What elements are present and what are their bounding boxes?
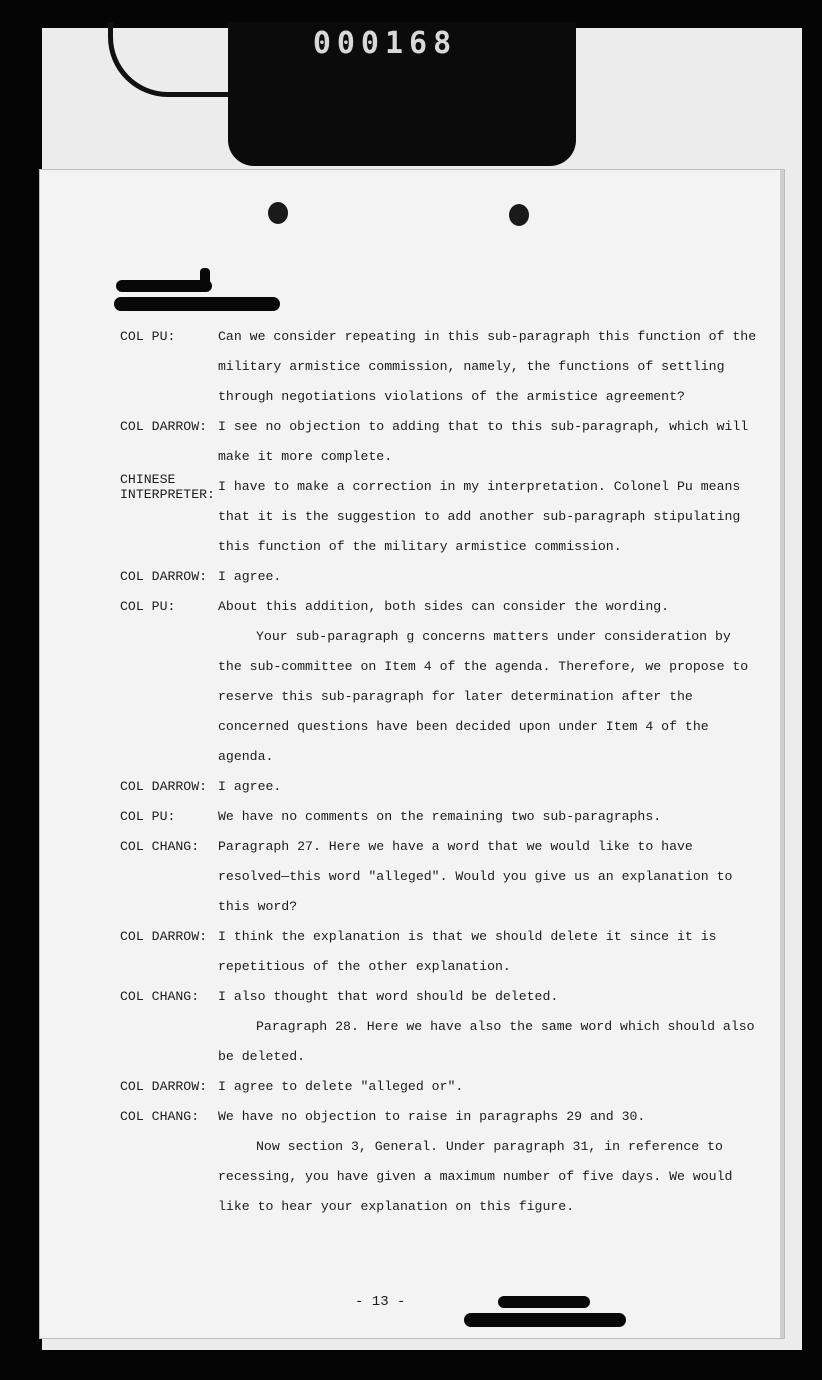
redaction-mark-bottom-lower	[464, 1313, 626, 1327]
speech-text	[218, 832, 760, 922]
speech-text	[218, 322, 760, 412]
speech-paragraph: Now section 3, General. Under paragraph 31, in reference to recessing, you have given a maximum number of five days. We would like to hear your explanation on this figure.	[218, 1139, 733, 1214]
speech-text	[218, 562, 760, 592]
speech-text	[218, 922, 760, 982]
redaction-mark-top-upper	[116, 280, 212, 292]
transcript-entry	[120, 982, 760, 1072]
transcript-entry	[120, 772, 760, 802]
speaker-label: COL DARROW:	[120, 929, 208, 944]
speaker-label: COL CHANG:	[120, 1109, 200, 1124]
speech-text	[218, 802, 760, 832]
speech-text	[218, 412, 760, 472]
page-number: - 13 -	[355, 1294, 406, 1310]
transcript-entry	[120, 592, 760, 772]
speech-text	[218, 772, 760, 802]
transcript-entry	[120, 322, 760, 412]
redaction-mark-top-lower	[114, 297, 280, 311]
punch-hole-left	[268, 202, 288, 224]
transcript-entry	[120, 922, 760, 982]
speaker-label: COL PU:	[120, 809, 176, 824]
transcript-entry	[120, 562, 760, 592]
speech-text	[218, 1072, 760, 1102]
transcript-entry	[120, 1072, 760, 1102]
speech-paragraph: I agree.	[218, 779, 282, 794]
speaker-label: CHINESE INTERPRETER:	[120, 472, 215, 502]
speech-text	[218, 1102, 760, 1222]
speech-paragraph: About this addition, both sides can consider the wording.	[218, 599, 670, 614]
speaker-label: COL DARROW:	[120, 569, 208, 584]
speech-paragraph: I think the explanation is that we should delete it since it is repetitious of the other explanation.	[218, 929, 717, 974]
speech-paragraph: We have no objection to raise in paragraphs 29 and 30.	[218, 1109, 646, 1124]
speaker-label: COL DARROW:	[120, 779, 208, 794]
speech-paragraph: Your sub-paragraph g concerns matters under consideration by the sub-committee on Item 4 of the agenda. Therefore, we propose to reserve this sub-paragraph for later determination after the concerned questions have been decided upon under Item 4 of the agenda.	[218, 629, 749, 764]
speech-paragraph: I have to make a correction in my interpretation. Colonel Pu means that it is the suggestion to add another sub-paragraph stipulating this function of the military armistice commission.	[218, 479, 741, 554]
speaker-label: COL DARROW:	[120, 419, 208, 434]
speech-text	[218, 592, 760, 772]
speaker-label: COL CHANG:	[120, 989, 200, 1004]
speech-paragraph: I agree.	[218, 569, 282, 584]
speaker-label: COL DARROW:	[120, 1079, 208, 1094]
speaker-label: COL CHANG:	[120, 839, 200, 854]
redaction-mark-top-hook	[200, 268, 210, 290]
speaker-label: COL PU:	[120, 599, 176, 614]
redaction-mark-bottom-upper	[498, 1296, 590, 1308]
transcript-entry	[120, 802, 760, 832]
punch-hole-right	[509, 204, 529, 226]
transcript-entry	[120, 412, 760, 472]
speech-paragraph: We have no comments on the remaining two sub-paragraphs.	[218, 809, 662, 824]
transcript-entry	[120, 472, 760, 562]
speech-paragraph: I also thought that word should be deleted.	[218, 989, 559, 1004]
speech-paragraph: Paragraph 28. Here we have also the same word which should also be deleted.	[218, 1019, 755, 1064]
document-page	[40, 170, 784, 1338]
speech-paragraph: I see no objection to adding that to this sub-paragraph, which will make it more complete.	[218, 419, 749, 464]
speech-paragraph: I agree to delete "alleged or".	[218, 1079, 464, 1094]
speech-paragraph: Can we consider repeating in this sub-paragraph this function of the military armistice commission, namely, the functions of settling through negotiations violations of the armistice agreement?	[218, 329, 757, 404]
transcript-entry	[120, 1102, 760, 1222]
transcript-entry	[120, 832, 760, 922]
transcript	[120, 322, 760, 1222]
frame-number: 000168	[312, 26, 458, 61]
speech-paragraph: Paragraph 27. Here we have a word that we would like to have resolved—this word "alleged". Would you give us an explanation to this word?	[218, 839, 733, 914]
speech-text	[218, 472, 760, 562]
speech-text	[218, 982, 760, 1072]
speaker-label: COL PU:	[120, 329, 176, 344]
